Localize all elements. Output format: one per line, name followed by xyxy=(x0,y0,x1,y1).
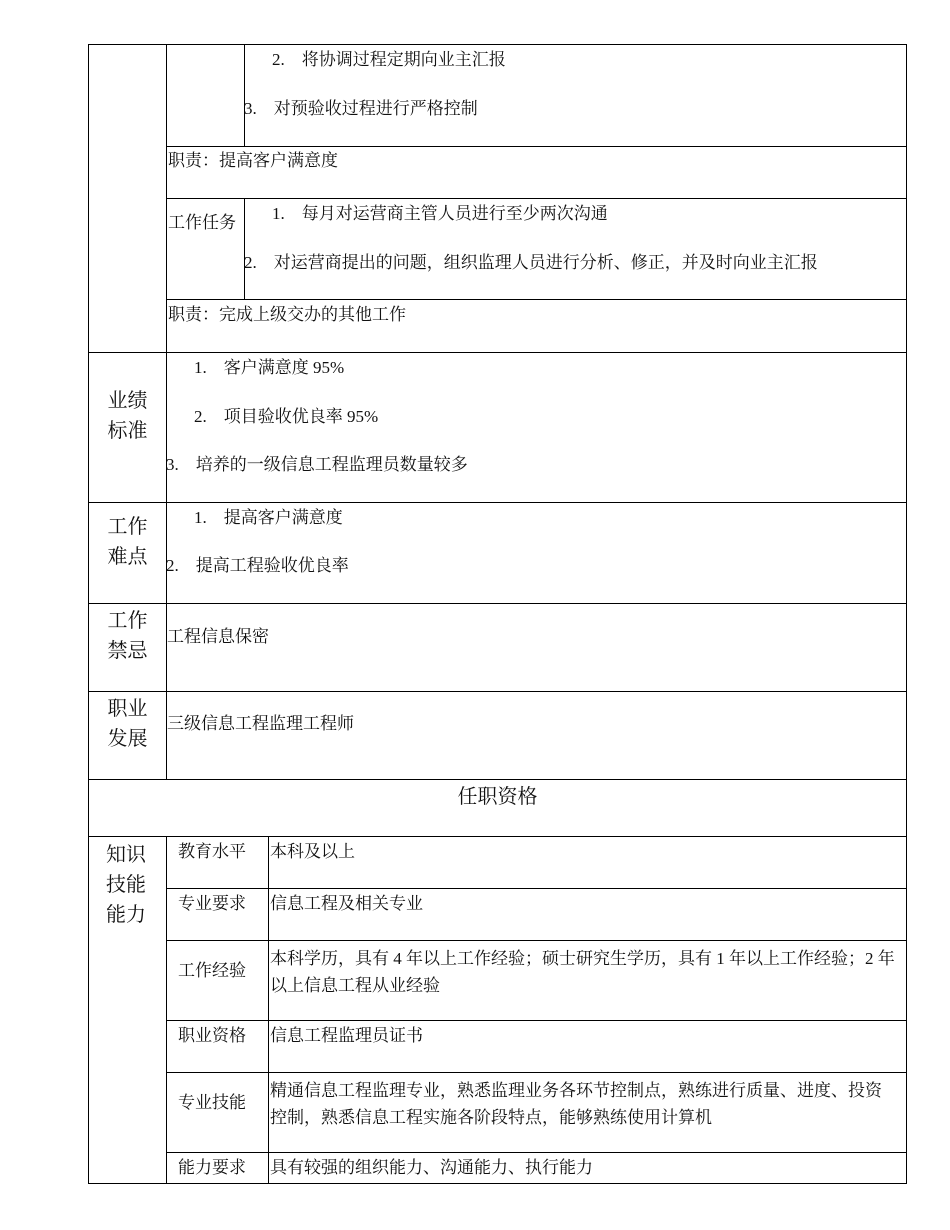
divider-row xyxy=(166,146,907,147)
qual-row-label: 工作经验 xyxy=(178,961,246,980)
divider-row xyxy=(166,299,907,300)
qual-row-value: 本科学历，具有 4 年以上工作经验；硕士研究生学历，具有 1 年以上工作经验；2 年以上信息工程从业经验 xyxy=(270,949,895,995)
divider-row xyxy=(166,1152,907,1153)
divider-row xyxy=(166,198,907,199)
divider-row xyxy=(88,691,907,692)
divider-row xyxy=(166,1072,907,1073)
divider-row xyxy=(88,603,907,604)
career-label: 职业发展 xyxy=(107,698,148,750)
performance-label: 业绩标准 xyxy=(107,390,148,442)
qual-row-value: 信息工程监理员证书 xyxy=(270,1026,423,1045)
duty-other: 职责：完成上级交办的其他工作 xyxy=(168,305,406,324)
qual-row-value: 信息工程及相关专业 xyxy=(270,894,423,913)
divider-row xyxy=(88,352,907,353)
qual-row-label: 职业资格 xyxy=(178,1026,246,1045)
divider-row xyxy=(88,836,907,837)
qual-row-label: 专业要求 xyxy=(178,894,246,913)
qual-row-label: 专业技能 xyxy=(178,1093,246,1112)
list-item: 2. 对运营商提出的问题，组织监理人员进行分析、修正，并及时向业主汇报 xyxy=(244,253,818,272)
taboo-value: 工程信息保密 xyxy=(167,627,269,646)
divider-row xyxy=(166,888,907,889)
qual-row-value: 本科及以上 xyxy=(270,842,355,861)
divider-top-col2a xyxy=(244,44,245,146)
list-item: 1. 每月对运营商主管人员进行至少两次沟通 xyxy=(272,204,608,223)
list-item: 2. 项目验收优良率 95% xyxy=(194,407,379,426)
qualification-group-label: 知识技能能力 xyxy=(106,844,146,926)
qualification-title: 任职资格 xyxy=(457,786,538,808)
border-bottom xyxy=(88,1183,907,1184)
qual-row-value: 具有较强的组织能力、沟通能力、执行能力 xyxy=(270,1158,593,1177)
duty-satisfaction: 职责：提高客户满意度 xyxy=(168,151,338,170)
divider-row xyxy=(166,940,907,941)
list-item: 2. 将协调过程定期向业主汇报 xyxy=(272,50,506,69)
border-left xyxy=(88,44,89,1184)
divider-row xyxy=(88,502,907,503)
taboo-label: 工作禁忌 xyxy=(107,610,148,662)
border-right xyxy=(906,44,907,1184)
career-value: 三级信息工程监理工程师 xyxy=(167,714,354,733)
divider-top-col2b xyxy=(244,198,245,300)
divider-row xyxy=(88,779,907,780)
list-item: 2. 提高工程验收优良率 xyxy=(166,556,349,575)
border-top xyxy=(88,44,907,45)
list-item: 3. 培养的一级信息工程监理员数量较多 xyxy=(166,455,468,474)
qual-row-value: 精通信息工程监理专业，熟悉监理业务各环节控制点，熟练进行质量、进度、投资控制，熟悉信息工程实施各阶段特点，能够熟练使用计算机 xyxy=(270,1081,882,1127)
divider-row xyxy=(166,1020,907,1021)
list-item: 1. 客户满意度 95% xyxy=(194,358,345,377)
difficulty-label: 工作难点 xyxy=(107,516,148,568)
list-item: 3. 对预验收过程进行严格控制 xyxy=(244,99,478,118)
qual-row-label: 能力要求 xyxy=(178,1158,246,1177)
task-label: 工作任务 xyxy=(168,213,236,232)
qual-row-label: 教育水平 xyxy=(178,842,246,861)
list-item: 1. 提高客户满意度 xyxy=(194,508,343,527)
